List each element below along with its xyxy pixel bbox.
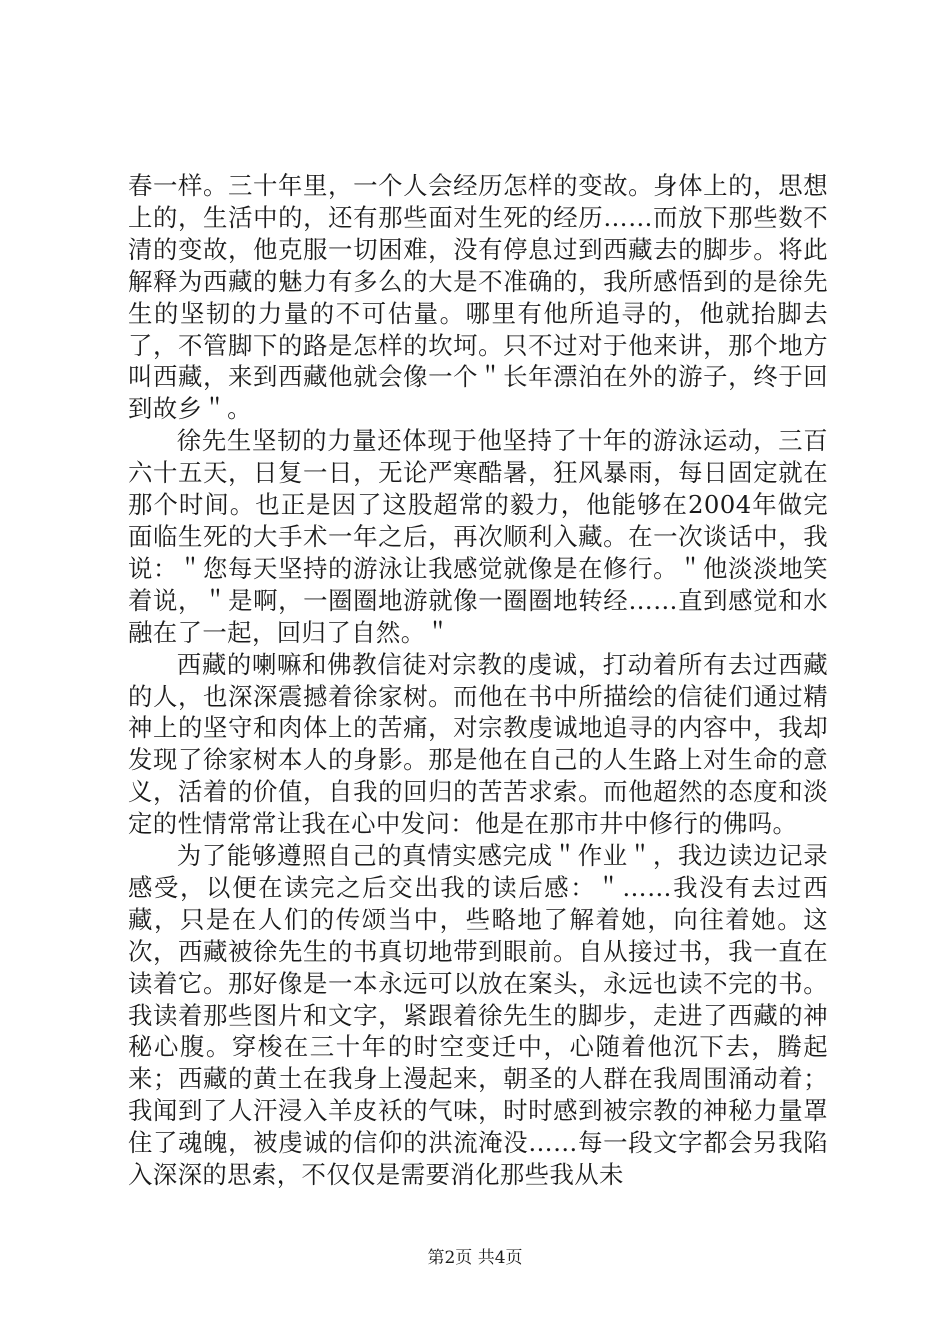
- page-footer: 第2页 共4页: [427, 1248, 523, 1268]
- paragraph-1: 春一样。三十年里，一个人会经历怎样的变故。身体上的，思想上的，生活中的，还有那些面对生死的经历……而放下那些数不清的变故，他克服一切困难，没有停息过到西藏去的脚步。将此解释为西藏的魅力有多么的大是不准确的，我所感悟到的是徐先生的坚韧的力量的不可估量。哪里有他所追寻的，他就抬脚去了，不管脚下的路是怎样的坎坷。只不过对于他来讲，那个地方叫西藏，来到西藏他就会像一个＂长年漂泊在外的游子，终于回到故乡＂。: [128, 171, 828, 424]
- paragraph-4: 为了能够遵照自己的真情实感完成＂作业＂，我边读边记录感受，以便在读完之后交出我的读后感：＂……我没有去过西藏，只是在人们的传颂当中，些略地了解着她，向往着她。这次，西藏被徐先生的书真切地带到眼前。自从接过书，我一直在读着它。那好像是一本永远可以放在案头，永远也读不完的书。我读着那些图片和文字，紧跟着徐先生的脚步，走进了西藏的神秘心腹。穿梭在三十年的时空变迁中，心随着他沉下去，腾起来；西藏的黄土在我身上漫起来，朝圣的人群在我周围涌动着；我闻到了人汗浸入羊皮袄的气味，时时感到被宗教的神秘力量罩住了魂魄，被虔诚的信仰的洪流淹没……每一段文字都会另我陷入深深的思索，不仅仅是需要消化那些我从未: [128, 841, 828, 1190]
- document-body: [128, 170, 828, 1191]
- paragraph-3: 西藏的喇嘛和佛教信徒对宗教的虔诚，打动着所有去过西藏的人，也深深震撼着徐家树。而他在书中所描绘的信徒们通过精神上的坚守和肉体上的苦痛，对宗教虔诚地追寻的内容中，我却发现了徐家树本人的身影。那是他在自己的人生路上对生命的意义，活着的价值，自我的回归的苦苦求索。而他超然的态度和淡定的性情常常让我在心中发问：他是在那市井中修行的佛吗。: [128, 649, 828, 839]
- paragraph-2: 徐先生坚韧的力量还体现于他坚持了十年的游泳运动，三百六十五天，日复一日，无论严寒酷暑，狂风暴雨，每日固定就在那个时间。也正是因了这股超常的毅力，他能够在2004年做完面临生死的大手术一年之后，再次顺利入藏。在一次谈话中，我说：＂您每天坚持的游泳让我感觉就像是在修行。＂他淡淡地笑着说，＂是啊，一圈圈地游就像一圈圈地转经……直到感觉和水融在了一起，回归了自然。＂: [128, 426, 828, 647]
